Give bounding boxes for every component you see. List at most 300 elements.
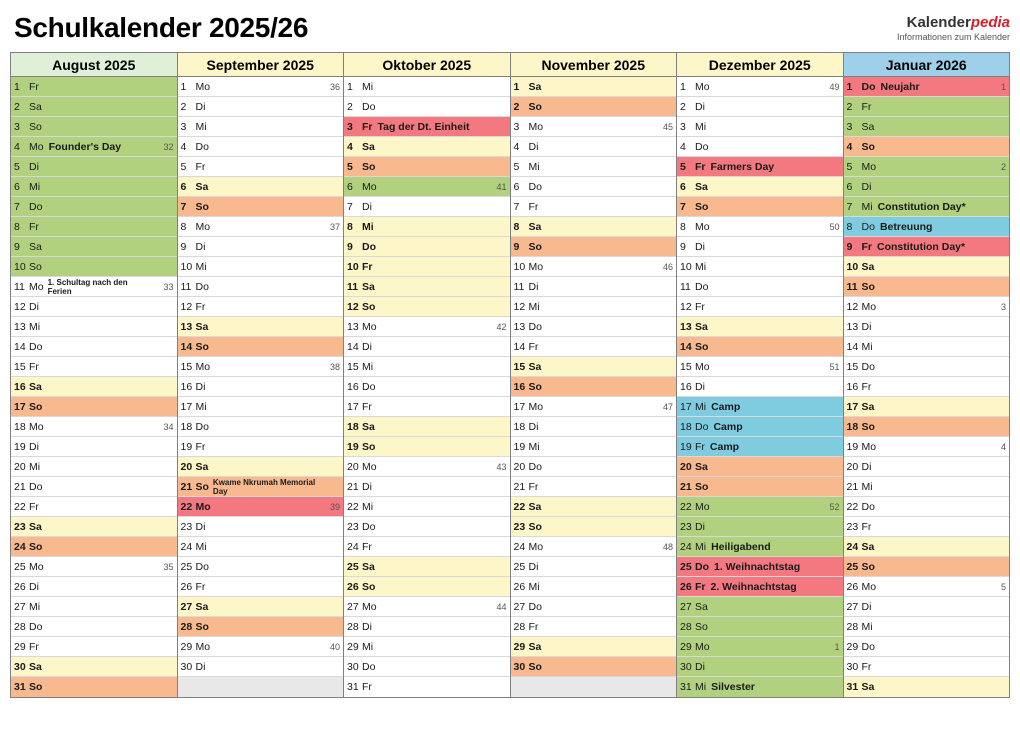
day-row[interactable] [677,657,843,677]
day-number: 27 [14,601,26,613]
day-row[interactable] [677,137,843,157]
day-number: 24 [347,541,359,553]
day-row[interactable] [844,237,1010,257]
day-number: 20 [347,461,359,473]
day-row[interactable] [677,437,843,457]
day-row[interactable] [11,217,177,237]
day-row[interactable] [511,197,677,217]
month-column [677,53,844,697]
day-row[interactable] [178,157,344,177]
day-of-week: Fr [528,341,539,353]
day-row[interactable] [511,617,677,637]
day-row[interactable] [677,117,843,137]
day-of-week: Di [528,281,539,293]
day-number: 18 [846,421,859,433]
day-row[interactable] [511,337,677,357]
day-row[interactable] [677,97,843,117]
day-of-week: So [29,401,43,413]
day-of-week: Mi [29,321,41,333]
day-row[interactable] [844,377,1010,397]
day-number: 16 [513,381,526,393]
day-row[interactable] [178,357,344,377]
day-of-week: Mo [861,301,877,313]
day-row[interactable] [844,497,1010,517]
day-number: 9 [680,241,686,253]
week-number: 48 [662,542,673,552]
day-row[interactable] [511,397,677,417]
day-row[interactable] [178,297,344,317]
day-row[interactable] [677,377,843,397]
day-number: 29 [14,641,26,653]
day-row[interactable] [511,217,677,237]
day-number: 31 [14,681,26,693]
day-number: 22 [846,501,859,513]
day-number: 9 [513,241,520,253]
day-row[interactable] [511,177,677,197]
day-row[interactable] [677,317,843,337]
day-number: 7 [513,201,520,213]
day-row[interactable] [511,357,677,377]
day-row[interactable] [178,97,344,117]
day-row[interactable] [178,577,344,597]
day-row[interactable] [511,457,677,477]
day-of-week: Di [695,241,705,253]
day-of-week: Mi [29,181,41,193]
day-row[interactable] [677,517,843,537]
day-number: 17 [680,401,692,413]
day-event-label: 1. Weihnachtstag [714,561,801,573]
day-row[interactable] [677,457,843,477]
day-row[interactable] [844,657,1010,677]
day-row[interactable] [844,177,1010,197]
day-row[interactable] [844,577,1010,597]
day-row[interactable] [844,557,1010,577]
day-row[interactable] [178,597,344,617]
day-row[interactable] [844,537,1010,557]
day-row[interactable] [11,457,177,477]
day-row[interactable] [11,517,177,537]
day-row[interactable] [677,617,843,637]
day-row[interactable] [344,277,510,297]
day-row[interactable] [344,217,510,237]
week-number: 35 [163,562,174,572]
day-row[interactable] [344,257,510,277]
day-of-week: Do [528,181,542,193]
month-header: Oktober 2025 [344,53,510,77]
day-number: 12 [846,301,859,313]
day-row[interactable] [11,77,177,97]
day-row[interactable] [11,257,177,277]
day-row[interactable] [511,557,677,577]
day-of-week: So [861,141,875,153]
month-header: Januar 2026 [844,53,1010,77]
day-row[interactable] [11,357,177,377]
day-row[interactable] [677,497,843,517]
day-row[interactable] [511,477,677,497]
day-row[interactable] [344,177,510,197]
day-row[interactable] [11,537,177,557]
day-row[interactable] [511,377,677,397]
day-of-week: Sa [695,321,708,333]
day-number: 16 [347,381,359,393]
day-row[interactable] [844,197,1010,217]
day-of-week: So [695,201,709,213]
day-row[interactable] [178,277,344,297]
day-of-week: Sa [362,141,375,153]
day-number: 3 [14,121,20,133]
day-number: 11 [180,281,192,293]
day-row[interactable] [11,397,177,417]
day-row[interactable] [844,97,1010,117]
day-of-week: Mi [362,221,374,233]
day-of-week: Do [362,521,376,533]
day-row[interactable] [844,217,1010,237]
day-row[interactable] [344,477,510,497]
day-of-week: Fr [528,481,539,493]
day-row[interactable] [178,477,344,497]
day-number: 11 [846,281,858,293]
day-row[interactable] [178,197,344,217]
day-of-week: So [29,541,43,553]
day-row[interactable] [178,177,344,197]
day-row[interactable] [11,557,177,577]
day-row[interactable] [344,657,510,677]
day-number: 19 [846,441,859,453]
day-of-week: Mo [29,141,44,153]
day-row[interactable] [178,457,344,477]
day-of-week: Mo [528,401,544,413]
day-row[interactable] [844,277,1010,297]
day-row[interactable] [344,97,510,117]
day-number: 10 [513,261,526,273]
day-row[interactable] [511,497,677,517]
day-row[interactable] [844,297,1010,317]
day-number: 22 [680,501,692,513]
day-row[interactable] [511,597,677,617]
day-row[interactable] [677,77,843,97]
day-of-week: Di [861,601,872,613]
day-number: 19 [14,441,26,453]
day-row[interactable] [11,177,177,197]
day-row[interactable] [511,657,677,677]
day-row[interactable] [178,257,344,277]
day-row[interactable] [677,557,843,577]
day-number: 2 [680,101,686,113]
day-of-week: Sa [861,541,875,553]
day-row[interactable] [511,317,677,337]
day-row[interactable] [677,197,843,217]
day-row[interactable] [677,217,843,237]
day-row[interactable] [344,637,510,657]
day-of-week: Di [195,521,206,533]
day-of-week: Mi [695,401,707,413]
day-row[interactable] [511,117,677,137]
day-row[interactable] [511,237,677,257]
day-row[interactable] [178,437,344,457]
day-number: 6 [513,181,520,193]
day-row[interactable] [677,257,843,277]
week-number: 46 [662,262,673,272]
day-number: 14 [180,341,193,353]
day-number: 27 [180,601,193,613]
day-number: 20 [180,461,193,473]
day-row[interactable] [511,577,677,597]
day-row[interactable] [844,637,1010,657]
day-number: 26 [180,581,193,593]
day-row[interactable] [344,397,510,417]
day-row[interactable] [511,97,677,117]
day-row[interactable] [677,577,843,597]
day-row[interactable] [11,657,177,677]
day-of-week: Do [195,421,209,433]
day-row[interactable] [344,437,510,457]
day-row[interactable] [844,357,1010,377]
day-row[interactable] [844,677,1010,697]
day-row[interactable] [344,597,510,617]
day-row[interactable] [844,317,1010,337]
day-row[interactable] [677,597,843,617]
day-number: 8 [846,221,853,233]
day-row[interactable] [677,337,843,357]
day-row[interactable] [677,177,843,197]
day-row[interactable] [178,237,344,257]
day-row[interactable] [844,477,1010,497]
day-of-week: Sa [528,641,542,653]
day-row[interactable] [344,157,510,177]
day-of-week: Mi [528,301,540,313]
day-row[interactable] [11,477,177,497]
day-row[interactable] [344,537,510,557]
day-row[interactable] [511,77,677,97]
day-row[interactable] [344,677,510,697]
day-row[interactable] [344,77,510,97]
day-row[interactable] [344,557,510,577]
day-row[interactable] [677,477,843,497]
day-row[interactable] [677,157,843,177]
day-row[interactable] [11,617,177,637]
day-row[interactable] [178,557,344,577]
day-row[interactable] [677,397,843,417]
day-row[interactable] [511,637,677,657]
day-of-week: Di [195,241,206,253]
day-row[interactable] [677,677,843,697]
day-number: 1 [680,81,686,93]
day-row[interactable] [511,437,677,457]
day-row[interactable] [844,157,1010,177]
day-row[interactable] [344,517,510,537]
day-row[interactable] [844,417,1010,437]
day-number: 28 [180,621,193,633]
month-header: September 2025 [178,53,344,77]
day-row[interactable] [178,677,344,697]
day-of-week: Do [195,141,209,153]
day-number: 12 [513,301,526,313]
day-row[interactable] [844,437,1010,457]
day-row[interactable] [11,677,177,697]
day-number: 11 [14,281,25,293]
day-of-week: Fr [695,441,705,453]
day-row[interactable] [677,297,843,317]
day-row[interactable] [178,657,344,677]
day-row[interactable] [11,277,177,297]
day-number: 10 [14,261,26,273]
day-row[interactable] [844,597,1010,617]
day-number: 24 [680,541,692,553]
day-row[interactable] [344,497,510,517]
day-row[interactable] [844,517,1010,537]
day-row[interactable] [11,637,177,657]
day-of-week: Mo [362,321,377,333]
day-row[interactable] [11,197,177,217]
day-of-week: Fr [29,641,39,653]
day-row[interactable] [677,637,843,657]
day-row[interactable] [178,417,344,437]
day-row[interactable] [344,137,510,157]
day-row[interactable] [11,137,177,157]
day-row[interactable] [844,137,1010,157]
day-row[interactable] [178,377,344,397]
day-of-week: Mi [861,341,873,353]
day-row[interactable] [511,157,677,177]
day-row[interactable] [11,437,177,457]
day-number: 8 [680,221,686,233]
day-row[interactable] [344,237,510,257]
day-number: 20 [513,461,526,473]
day-row[interactable] [178,637,344,657]
day-of-week: Mo [695,361,710,373]
day-row[interactable] [11,237,177,257]
day-row[interactable] [844,257,1010,277]
day-of-week: So [362,301,376,313]
day-of-week: Mi [528,441,540,453]
day-of-week: Sa [29,381,42,393]
week-number: 37 [329,222,340,232]
day-event-label: Constitution Day* [877,241,966,253]
day-number: 29 [680,641,692,653]
day-row[interactable] [11,117,177,137]
day-row[interactable] [344,197,510,217]
month-header: Dezember 2025 [677,53,843,77]
day-row[interactable] [11,497,177,517]
day-of-week: So [861,561,875,573]
day-row[interactable] [511,137,677,157]
day-of-week: Fr [695,301,705,313]
day-number: 21 [513,481,526,493]
day-row[interactable] [344,457,510,477]
day-row[interactable] [178,137,344,157]
day-row[interactable] [178,217,344,237]
day-row[interactable] [844,337,1010,357]
day-row[interactable] [511,517,677,537]
day-row[interactable] [11,317,177,337]
day-of-week: Sa [195,181,209,193]
day-number: 12 [180,301,193,313]
day-of-week: Di [29,301,39,313]
week-number: 3 [1000,302,1006,312]
day-row[interactable] [178,337,344,357]
day-row[interactable] [11,377,177,397]
day-row[interactable] [178,497,344,517]
day-row[interactable] [344,117,510,137]
day-row[interactable] [844,117,1010,137]
day-row[interactable] [844,77,1010,97]
day-row[interactable] [344,297,510,317]
day-row[interactable] [344,417,510,437]
day-of-week: Mi [861,621,873,633]
day-row[interactable] [178,517,344,537]
day-row[interactable] [677,237,843,257]
day-event-label: Constitution Day* [877,201,966,213]
day-row[interactable] [844,397,1010,417]
day-number: 15 [680,361,692,373]
day-row[interactable] [511,277,677,297]
day-number: 13 [14,321,26,333]
day-row[interactable] [344,317,510,337]
day-row[interactable] [844,457,1010,477]
day-row[interactable] [511,537,677,557]
day-row[interactable] [677,277,843,297]
day-row[interactable] [178,617,344,637]
brand-name-main: Kalender [906,14,971,31]
day-row[interactable] [178,117,344,137]
day-row[interactable] [11,337,177,357]
day-number: 30 [513,661,526,673]
day-row[interactable] [178,537,344,557]
day-row[interactable] [344,337,510,357]
day-number: 15 [180,361,193,373]
day-number: 31 [347,681,359,693]
day-row[interactable] [344,377,510,397]
day-list [11,77,177,697]
day-row[interactable] [11,157,177,177]
day-of-week: Fr [362,401,372,413]
day-row[interactable] [677,417,843,437]
day-of-week: Di [528,141,539,153]
day-row[interactable] [11,577,177,597]
day-row[interactable] [344,617,510,637]
day-row[interactable] [11,597,177,617]
month-column [11,53,178,697]
day-row[interactable] [178,77,344,97]
day-of-week: Mo [528,541,544,553]
day-row[interactable] [677,357,843,377]
day-of-week: Mi [695,261,707,273]
day-row[interactable] [511,417,677,437]
day-row[interactable] [11,97,177,117]
day-row[interactable] [511,677,677,697]
day-of-week: Mi [861,201,873,213]
day-row[interactable] [677,537,843,557]
day-of-week: Sa [362,421,375,433]
day-row[interactable] [11,297,177,317]
day-row[interactable] [511,257,677,277]
week-number: 47 [662,402,673,412]
day-row[interactable] [511,297,677,317]
day-of-week: Mi [29,461,41,473]
day-number: 25 [513,561,526,573]
day-list [677,77,843,697]
day-row[interactable] [344,357,510,377]
day-of-week: Mi [195,401,207,413]
day-row[interactable] [11,417,177,437]
day-row[interactable] [844,617,1010,637]
day-row[interactable] [344,577,510,597]
day-row[interactable] [178,317,344,337]
day-number: 10 [846,261,859,273]
day-number: 7 [180,201,187,213]
day-number: 28 [347,621,359,633]
day-row[interactable] [178,397,344,417]
